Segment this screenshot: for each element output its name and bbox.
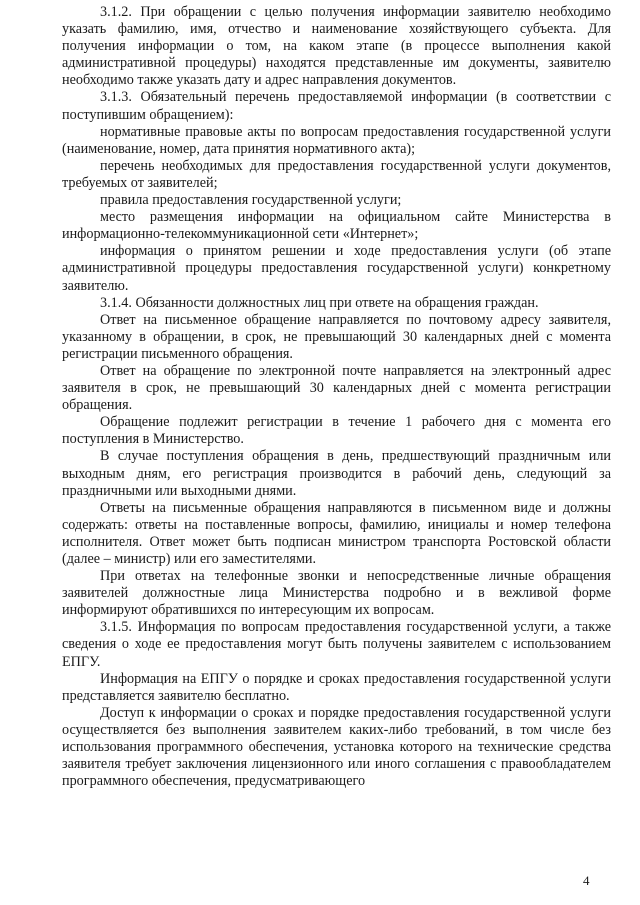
paragraph-3-1-4: 3.1.4. Обязанности должностных лиц при ответе на обращения граждан. [100, 294, 539, 311]
list-item-normative-acts: нормативные правовые акты по вопросам предоставления государственной услуги (наименование, номер, дата принятия нормативного акта); [62, 123, 611, 157]
paragraph-access: Доступ к информации о сроках и порядке предоставления государственной услуги осуществляется без выполнения заявителем каких-либо требований, в том числе без использования программного обеспечения, установка которого на технические средства заявителя требует заключения лицензионного или иного соглашения с правообладателем программного обеспечения, предусматривающего [62, 704, 611, 790]
paragraph-holidays: В случае поступления обращения в день, предшествующий праздничным или выходным дням, его регистрация производится в рабочий день, следующий за праздничными или выходными днями. [62, 448, 611, 499]
paragraph-epgu-free: Информация на ЕПГУ о порядке и сроках предоставления государственной услуги представляется заявителю бесплатно. [62, 670, 611, 704]
paragraph-written-reply: Ответ на письменное обращение направляется по почтовому адресу заявителя, указанному в обращении, в срок, не превышающий 30 календарных дней с момента регистрации письменного обращения. [62, 311, 611, 362]
paragraph-registration: Обращение подлежит регистрации в течение 1 рабочего дня с момента его поступления в Министерство. [62, 414, 611, 448]
page-number: 4 [583, 873, 590, 888]
list-item-documents-list: перечень необходимых для предоставления государственной услуги документов, требуемых от заявителей; [62, 157, 611, 191]
list-item-decision-info: информация о принятом решении и ходе предоставления услуги (об этапе административной процедуры предоставления государственной услуги) конкретному заявителю. [62, 243, 611, 294]
paragraph-3-1-3: 3.1.3. Обязательный перечень предоставляемой информации (в соответствии с поступившим обращением): [62, 89, 611, 123]
paragraph-3-1-2: 3.1.2. При обращении с целью получения информации заявителю необходимо указать фамилию, имя, отчество и наименование хозяйствующего субъекта. Для получения информации о том, на каком этапе (в процессе выполнения какой административной процедуры) находятся представленные им документы, заявителю необходимо также указать дату и адрес направления документов. [62, 4, 611, 89]
paragraph-email-reply: Ответ на обращение по электронной почте направляется на электронный адрес заявителя в срок, не превышающий 30 календарных дней с момента регистрации обращения. [62, 362, 611, 414]
paragraph-3-1-5: 3.1.5. Информация по вопросам предоставления государственной услуги, а также сведения о ходе ее предоставления могут быть получены заявителем с использованием ЕПГУ. [62, 619, 611, 670]
list-item-website: место размещения информации на официальном сайте Министерства в информационно-телекоммуникационной сети «Интернет»; [62, 209, 611, 243]
list-item-rules: правила предоставления государственной услуги; [100, 192, 402, 209]
document-page [62, 4, 611, 790]
paragraph-phone-calls: При ответах на телефонные звонки и непосредственные личные обращения заявителей должностные лица Министерства подробно и в вежливой форме информируют обратившихся по интересующим их вопросам. [62, 568, 611, 619]
paragraph-reply-content: Ответы на письменные обращения направляются в письменном виде и должны содержать: ответы на поставленные вопросы, фамилию, инициалы и номер телефона исполнителя. Ответ может быть подписан министром транспорта Ростовской области (далее – министр) или его заместителями. [62, 499, 611, 567]
